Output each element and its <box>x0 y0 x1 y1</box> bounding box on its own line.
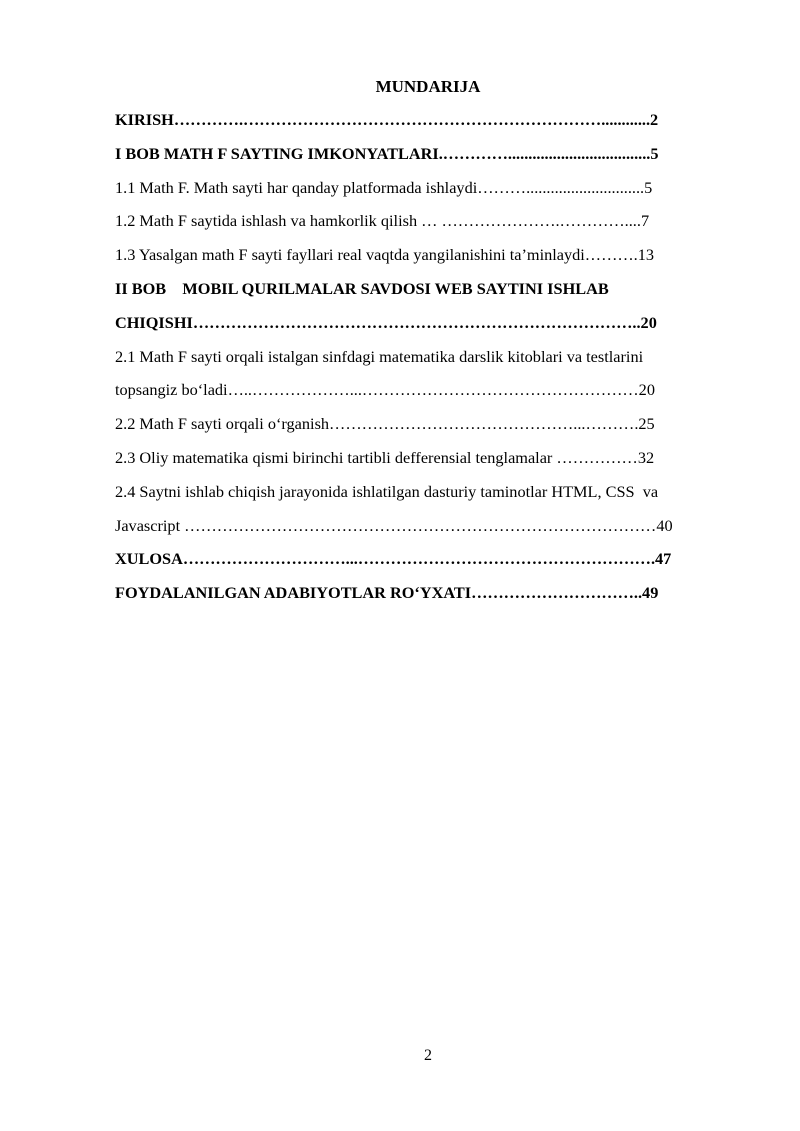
page-number: 2 <box>424 1047 432 1064</box>
toc-entry <box>115 108 741 142</box>
toc-entry <box>115 142 741 176</box>
toc-entry <box>115 345 741 379</box>
toc-entry <box>115 547 741 581</box>
toc-entry <box>115 446 741 480</box>
toc-entry-text: I BOB MATH F SAYTING IMKONYATLARI.…………...................................5 <box>115 143 659 163</box>
toc-entry <box>115 378 741 412</box>
toc-entry <box>115 514 741 548</box>
toc-entry-text: 2.1 Math F sayti orqali istalgan sinfdagi matematika darslik kitoblari va testlarini <box>115 346 644 366</box>
toc-entry <box>115 480 741 514</box>
toc-entry <box>115 277 741 311</box>
toc-entry <box>115 311 741 345</box>
toc-entry-text: Javascript ……………………………………………………………………………40 <box>115 515 673 535</box>
toc-entry-text: 2.4 Saytni ishlab chiqish jarayonida ishlatilgan dasturiy taminotlar HTML, CSS va <box>115 481 659 501</box>
toc-entry-text: 1.1 Math F. Math sayti har qanday platformada ishlaydi……….............................5 <box>115 177 653 197</box>
table-of-contents <box>115 108 741 615</box>
toc-entry <box>115 243 741 277</box>
page-title: MUNDARIJA <box>375 77 481 96</box>
toc-entry-text: XULOSA…………………………...……………………………………………….47 <box>115 549 672 569</box>
toc-entry-text: 2.2 Math F sayti orqali o‘rganish………………………………………...……….25 <box>115 414 655 434</box>
toc-entry <box>115 209 741 243</box>
toc-entry <box>115 176 741 210</box>
toc-entry-text: CHIQISHI………………………………………………………………………..20 <box>115 312 657 332</box>
toc-entry <box>115 412 741 446</box>
toc-entry-text: KIRISH………….…………………………………………………………............2 <box>115 110 659 129</box>
toc-entry <box>115 581 741 615</box>
toc-entry-text: II BOB MOBIL QURILMALAR SAVDOSI WEB SAYTINI ISHLAB <box>115 278 609 298</box>
toc-entry-text: topsangiz bo‘ladi…..………………...……………………………………………20 <box>115 380 655 400</box>
toc-entry-text: FOYDALANILGAN ADABIYOTLAR RO‘YXATI…………………………..49 <box>115 583 659 603</box>
toc-entry-text: 1.2 Math F saytida ishlash va hamkorlik qilish … ………………….…………....7 <box>115 211 650 231</box>
toc-entry-text: 1.3 Yasalgan math F sayti fayllari real vaqtda yangilanishini ta’minlaydi……….13 <box>115 245 654 265</box>
toc-entry-text: 2.3 Oliy matematika qismi birinchi tartibli defferensial tenglamalar ……………32 <box>115 447 655 467</box>
